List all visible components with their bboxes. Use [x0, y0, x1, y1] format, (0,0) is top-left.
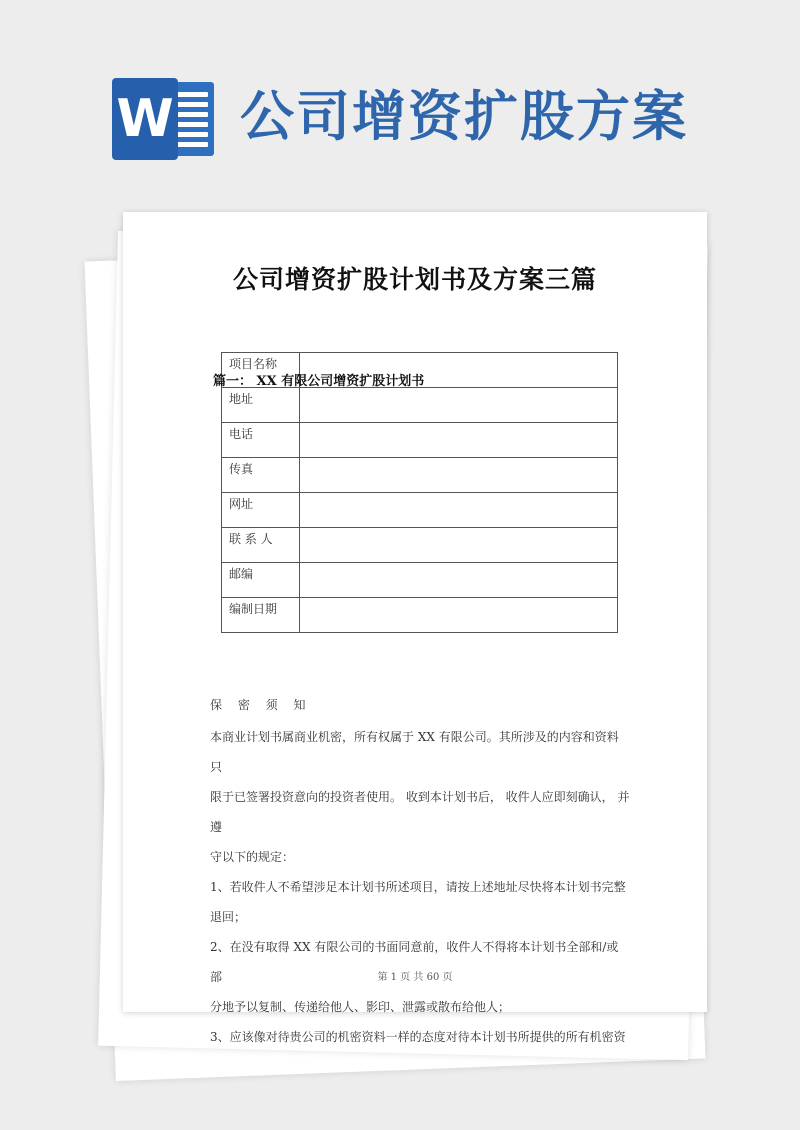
table-label-cell: 电话: [222, 423, 300, 458]
table-row: [222, 423, 618, 458]
table-label-cell: 项目名称: [222, 353, 300, 388]
table-label-cell: 联 系 人: [222, 528, 300, 563]
table-row: [222, 388, 618, 423]
table-value-cell: [300, 598, 618, 633]
table-value-cell: [300, 423, 618, 458]
table-value-cell: [300, 388, 618, 423]
notice-title: 保 密 须 知: [210, 698, 312, 712]
notice-line: 2、在没有取得 XX 有限公司的书面同意前，收件人不得将本计划书全部和/或部: [210, 940, 619, 984]
table-label-cell: 地址: [222, 388, 300, 423]
word-icon: [112, 78, 216, 160]
notice-line: 本商业计划书属商业机密，所有权属于 XX 有限公司。其所涉及的内容和资料只: [210, 730, 619, 774]
table-value-cell: [300, 563, 618, 598]
notice-line: 分地予以复制、传递给他人、影印、泄露或散布给他人；: [210, 1000, 511, 1014]
notice-line: 退回；: [210, 910, 247, 924]
table-row: [222, 493, 618, 528]
banner-title: 公司增资扩股方案: [240, 85, 688, 148]
table-label-cell: 邮编: [222, 563, 300, 598]
section-heading: 篇一： XX 有限公司增资扩股计划书: [213, 374, 425, 389]
notice-line: 限于已签署投资意向的投资者使用。 收到本计划书后， 收件人应即刻确认， 并遵: [210, 790, 630, 834]
document-page: [123, 212, 707, 1044]
project-info-table: [221, 352, 618, 633]
table-row: [222, 598, 618, 633]
document-title: 公司增资扩股计划书及方案三篇: [232, 265, 597, 294]
table-row: [222, 458, 618, 493]
notice-line: 3、应该像对待贵公司的机密资料一样的态度对待本计划书所提供的所有机密资: [210, 1030, 626, 1044]
table-value-cell: [300, 458, 618, 493]
notice-line: 守以下的规定：: [210, 850, 295, 864]
table-value-cell: [300, 528, 618, 563]
table-row: [222, 528, 618, 563]
table-label-cell: 传真: [222, 458, 300, 493]
table-label-cell: 网址: [222, 493, 300, 528]
word-logo-letter: W: [112, 78, 178, 160]
table-value-cell: [300, 493, 618, 528]
notice-line: 1、若收件人不希望涉足本计划书所述项目，请按上述地址尽快将本计划书完整: [210, 880, 626, 894]
confidentiality-notice: [210, 690, 630, 1052]
table-row: [222, 563, 618, 598]
page-footer: 第 1 页 共 60 页: [377, 972, 453, 983]
table-label-cell: 编制日期: [222, 598, 300, 633]
